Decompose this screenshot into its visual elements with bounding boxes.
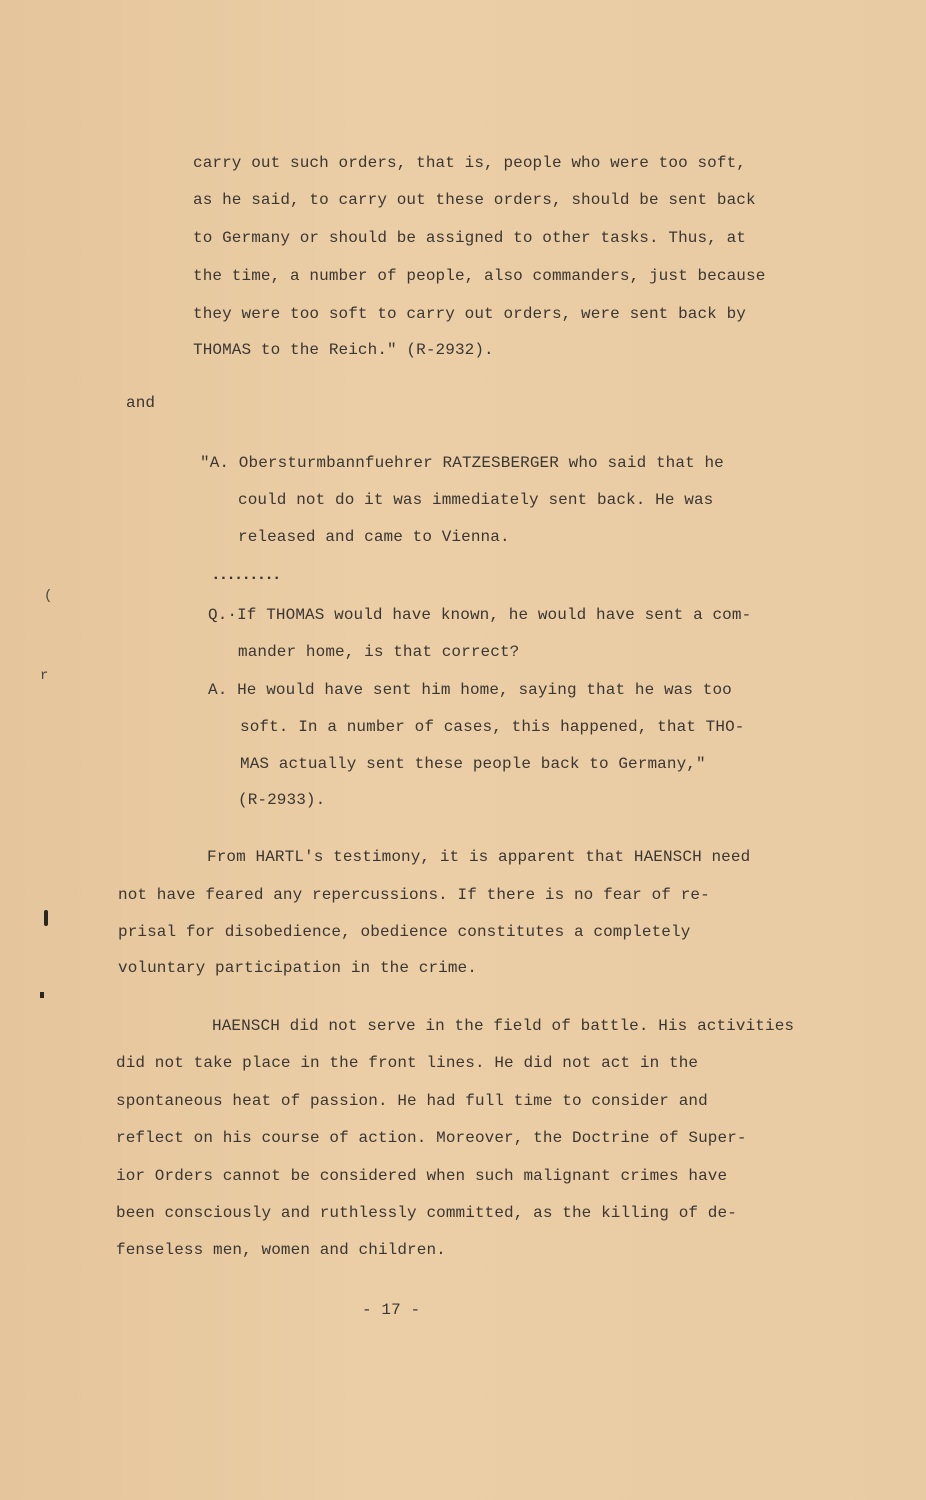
paragraph-line: HAENSCH did not serve in the field of battle. His activities — [212, 1017, 795, 1035]
answer-line: A. He would have sent him home, saying that he was too — [208, 681, 732, 699]
paragraph-line: been consciously and ruthlessly committed, as the killing of de- — [116, 1204, 737, 1222]
connector-text: and — [126, 394, 156, 412]
paragraph-line: From HARTL's testimony, it is apparent that HAENSCH need — [207, 848, 751, 866]
question-line: Q.·If THOMAS would have known, he would have sent a com- — [208, 606, 752, 624]
margin-mark — [40, 992, 44, 998]
margin-mark: r — [40, 668, 49, 684]
ellipsis-divider: ......... — [211, 566, 280, 584]
text-line: to Germany or should be assigned to other tasks. Thus, at — [193, 229, 746, 247]
paragraph-line: prisal for disobedience, obedience constitutes a completely — [118, 923, 691, 941]
margin-mark — [44, 910, 48, 926]
text-line: the time, a number of people, also commanders, just because — [193, 267, 766, 285]
paragraph-line: not have feared any repercussions. If there is no fear of re- — [118, 886, 710, 904]
paragraph-line: reflect on his course of action. Moreover, the Doctrine of Super- — [116, 1129, 747, 1147]
text-line: released and came to Vienna. — [238, 528, 510, 546]
paragraph-line: fenseless men, women and children. — [116, 1241, 446, 1259]
question-line: mander home, is that correct? — [238, 643, 520, 661]
text-line: could not do it was immediately sent back. He was — [238, 491, 714, 509]
text-line: carry out such orders, that is, people who were too soft, — [193, 154, 746, 172]
paragraph-line: did not take place in the front lines. He did not act in the — [116, 1054, 699, 1072]
margin-mark: ( — [44, 588, 53, 604]
text-line: THOMAS to the Reich." (R-2932). — [193, 341, 494, 359]
text-line: "A. Obersturmbannfuehrer RATZESBERGER who said that he — [200, 454, 724, 472]
paragraph-line: voluntary participation in the crime. — [118, 959, 477, 977]
page-number: - 17 - — [362, 1301, 421, 1319]
text-line: as he said, to carry out these orders, should be sent back — [193, 191, 756, 209]
paragraph-line: ior Orders cannot be considered when such malignant crimes have — [116, 1167, 728, 1185]
paragraph-line: spontaneous heat of passion. He had full time to consider and — [116, 1092, 708, 1110]
answer-line: (R-2933). — [238, 791, 326, 809]
answer-line: soft. In a number of cases, this happened, that THO- — [240, 718, 745, 736]
text-line: they were too soft to carry out orders, were sent back by — [193, 305, 746, 323]
answer-line: MAS actually sent these people back to Germany," — [240, 755, 706, 773]
